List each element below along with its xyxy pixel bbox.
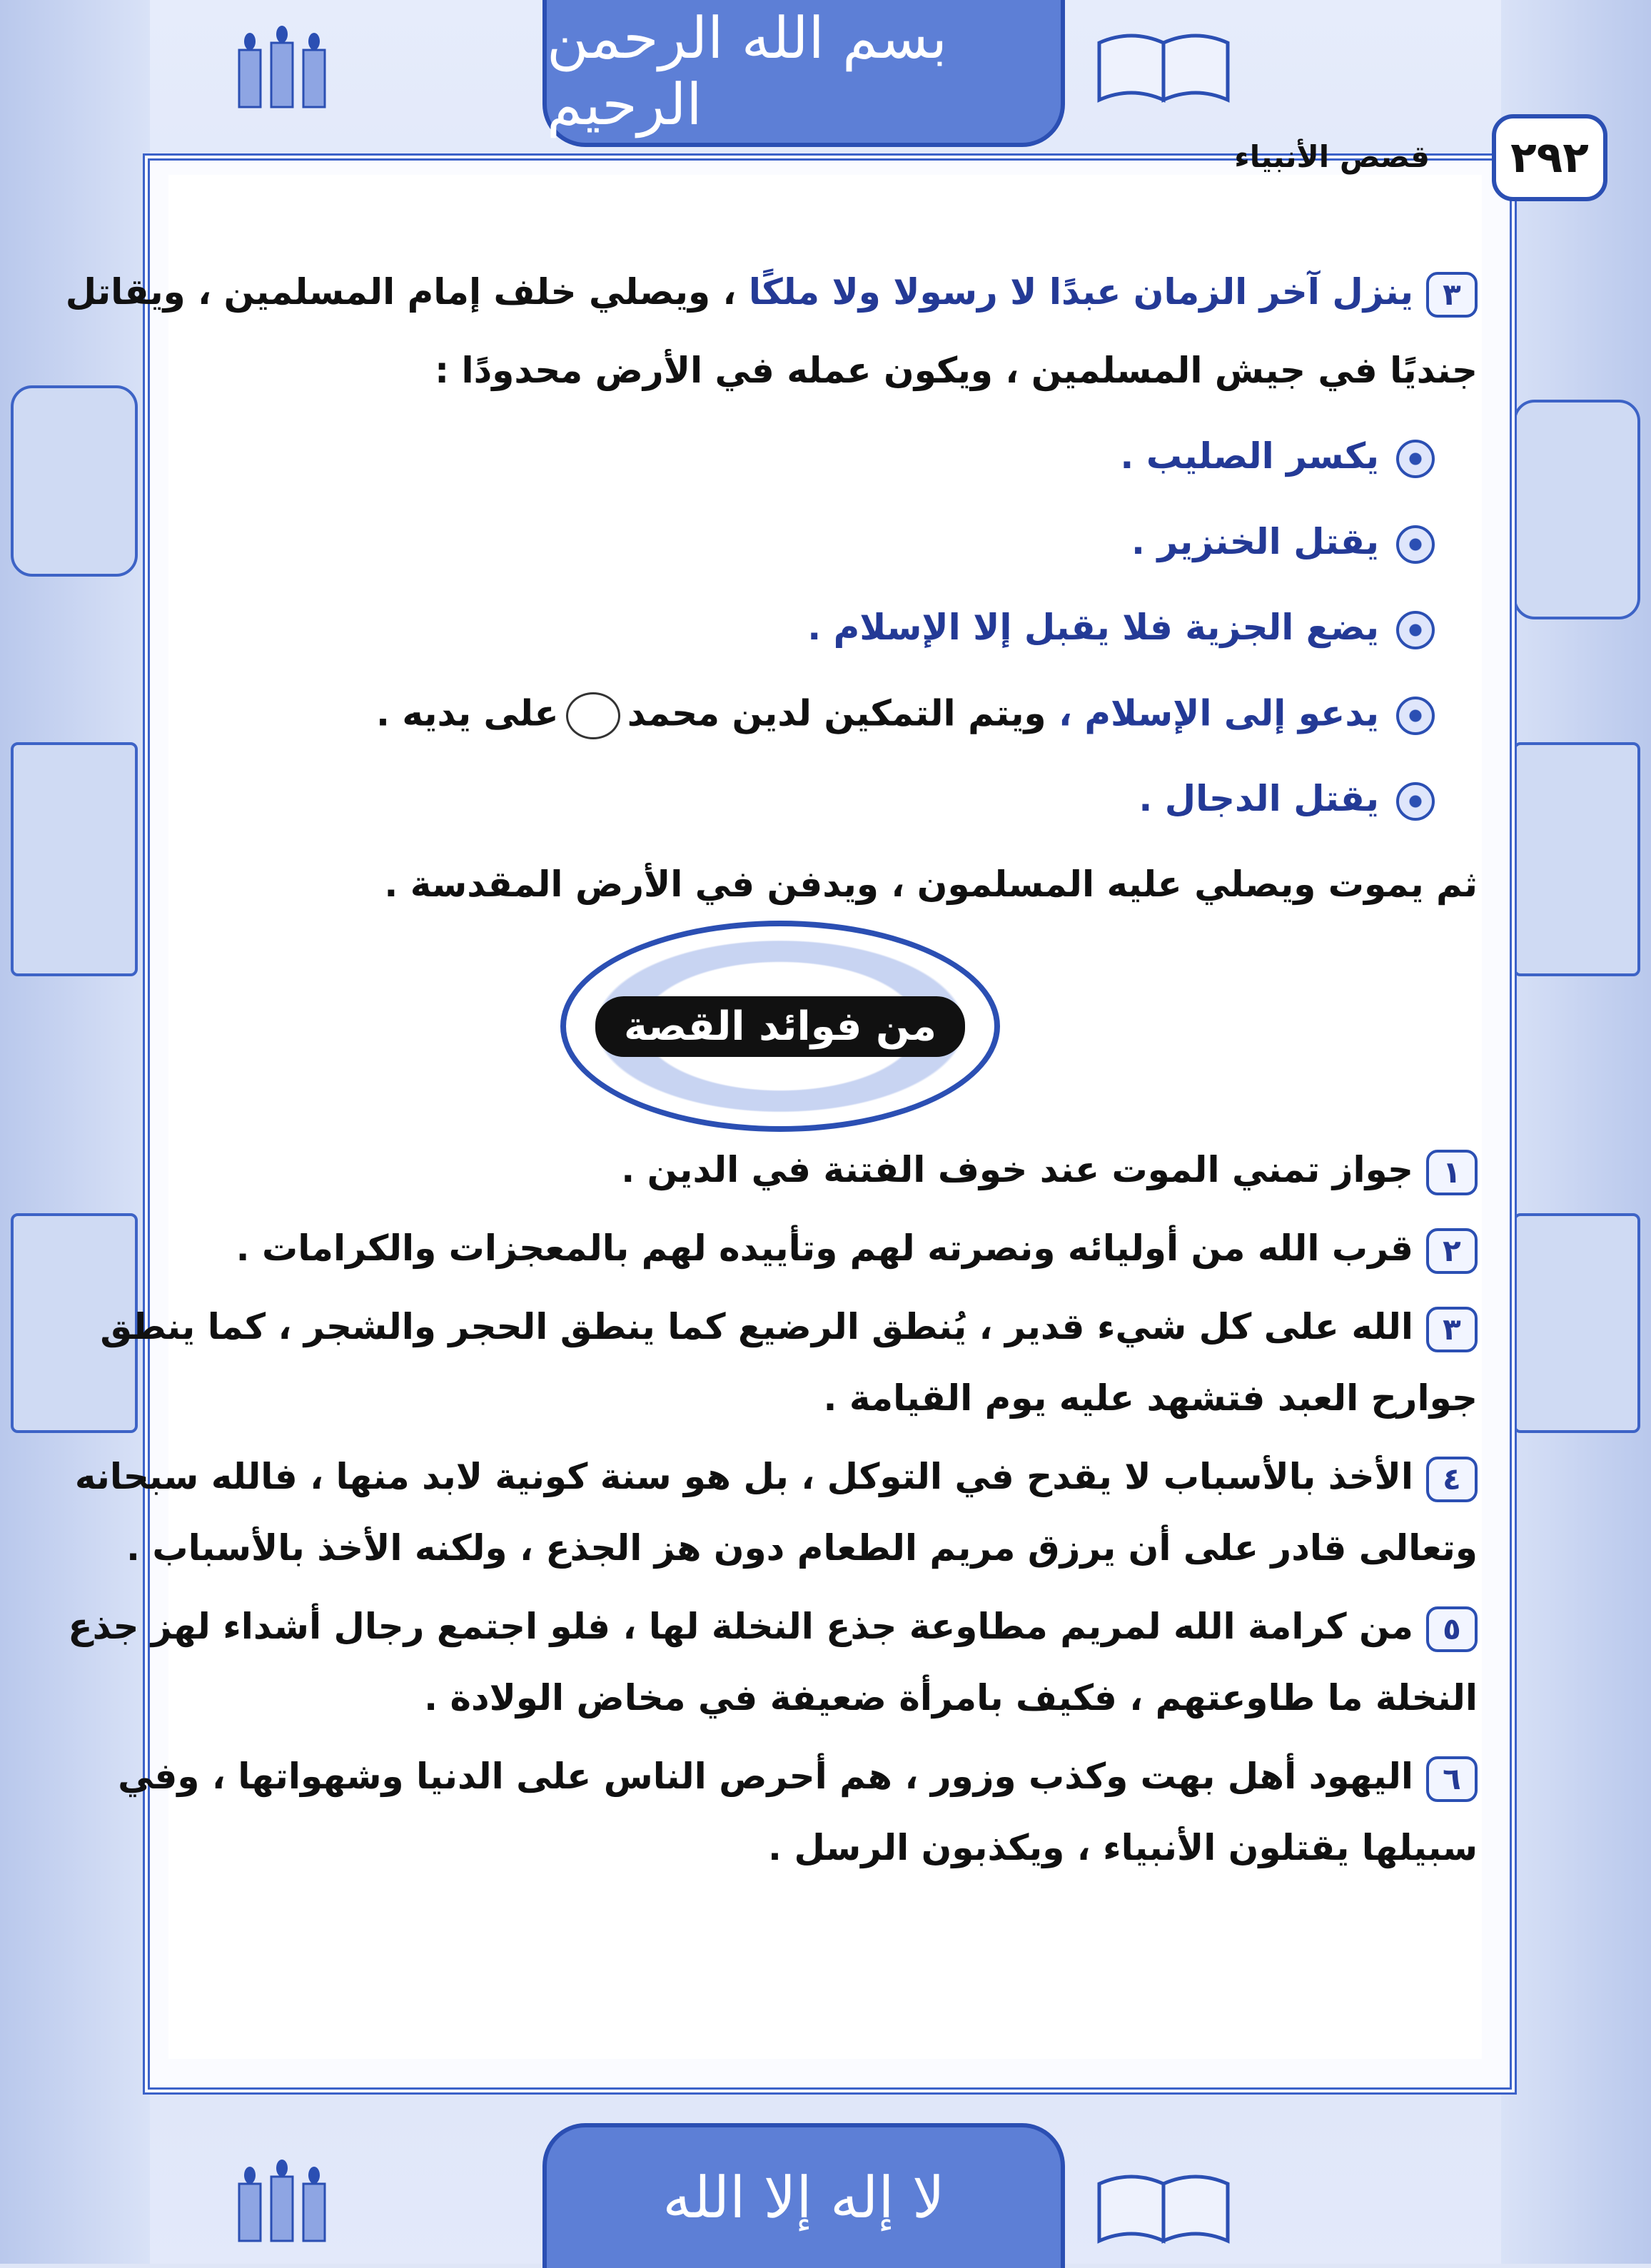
- benefit-item: [621, 1149, 1478, 1195]
- bottom-cartouche: [542, 2123, 1065, 2268]
- item-number-badge: ٥: [1426, 1606, 1478, 1652]
- candles-icon-bottom: [228, 2148, 335, 2248]
- left-border: [0, 0, 150, 2264]
- closing-line: ثم يموت ويصلي عليه المسلمون ، ويدفن في الأرض المقدسة .: [384, 864, 1478, 905]
- candles-icon: [228, 14, 335, 114]
- bullet-text: يقتل الدجال .: [1138, 778, 1379, 819]
- right-ornament-panel: [1513, 400, 1640, 619]
- right-border: [1501, 0, 1651, 2264]
- bullet-text: يقتل الخنزير .: [1131, 521, 1379, 562]
- bullet-item: [1131, 521, 1435, 564]
- left-ornament-panel: [11, 385, 138, 577]
- right-calligraphy-panel: [1513, 742, 1640, 976]
- bullet-text-end: على يديه .: [375, 692, 559, 734]
- item-number-badge: ١: [1426, 1150, 1478, 1195]
- item-number-badge: ٤: [1426, 1457, 1478, 1502]
- bullet-text: يكسر الصليب .: [1120, 435, 1379, 477]
- item-number-badge: ٣: [1426, 272, 1478, 318]
- benefit-text: الله على كل شيء قدير ، يُنطق الرضيع كما ينطق الحجر والشجر ، كما ينطق: [100, 1306, 1413, 1347]
- intro-highlight: ينزل آخر الزمان عبدًا لا رسولا ولا ملكًا: [748, 271, 1413, 313]
- benefit-text: قرب الله من أوليائه ونصرته لهم وتأييده لهم بالمعجزات والكرامات .: [236, 1227, 1413, 1269]
- benefit-item: [118, 1756, 1478, 1802]
- section-heading: من فوائد القصة: [595, 996, 965, 1057]
- bullet-item: [1138, 778, 1435, 821]
- section-heading-ornament: [560, 921, 1000, 1132]
- flower-bullet-icon: [1396, 697, 1435, 735]
- page-number: ٢٩٢: [1492, 114, 1607, 201]
- benefit-item: [68, 1606, 1478, 1652]
- intro-rest: ، ويصلي خلف إمام المسلمين ، ويقاتل: [65, 271, 737, 313]
- bullet-text-rest: ويتم التمكين لدين محمد: [627, 692, 1046, 734]
- benefit-text-continued: جوارح العبد فتشهد عليه يوم القيامة .: [823, 1377, 1478, 1419]
- benefit-text-continued: وتعالى قادر على أن يرزق مريم الطعام دون هز الجذع ، ولكنه الأخذ بالأسباب .: [126, 1527, 1478, 1569]
- benefit-text-continued: النخلة ما طاوعتهم ، فكيف بامرأة ضعيفة في مخاض الولادة .: [424, 1677, 1478, 1718]
- flower-bullet-icon: [1396, 611, 1435, 649]
- right-calligraphy-panel-2: [1513, 1213, 1640, 1433]
- open-book-icon-bottom: [1092, 2162, 1235, 2248]
- flower-bullet-icon: [1396, 782, 1435, 821]
- flower-bullet-icon: [1396, 525, 1435, 564]
- item-number-badge: ٣: [1426, 1307, 1478, 1352]
- bullet-item: [807, 607, 1435, 649]
- book-title: قصص الأنبياء: [1234, 139, 1430, 174]
- bullet-item: [376, 692, 1435, 739]
- item-number-badge: ٦: [1426, 1756, 1478, 1802]
- bullet-item: [1120, 435, 1435, 478]
- flower-bullet-icon: [1396, 440, 1435, 478]
- benefit-item: [236, 1227, 1478, 1274]
- benefit-text: من كرامة الله لمريم مطاوعة جذع النخلة لها ، فلو اجتمع رجال أشداء لهز جذع: [68, 1606, 1413, 1647]
- benefit-item: [75, 1456, 1478, 1502]
- benefit-text: الأخذ بالأسباب لا يقدح في التوكل ، بل هو سنة كونية لابد منها ، فالله سبحانه: [74, 1456, 1413, 1497]
- item-number-badge: ٢: [1426, 1228, 1478, 1274]
- benefit-text: جواز تمني الموت عند خوف الفتنة في الدين .: [621, 1149, 1413, 1190]
- intro-line-2: جنديًا في جيش المسلمين ، ويكون عمله في الأرض محدودًا :: [435, 350, 1478, 391]
- benefit-text-continued: سبيلها يقتلون الأنبياء ، ويكذبون الرسل .: [768, 1827, 1478, 1868]
- left-calligraphy-panel: [11, 742, 138, 976]
- salawat-seal-icon: [566, 692, 620, 739]
- bullet-text: يضع الجزية فلا يقبل إلا الإسلام .: [807, 607, 1379, 648]
- open-book-icon: [1092, 21, 1235, 107]
- benefit-text: اليهود أهل بهت وكذب وزور ، هم أحرص الناس على الدنيا وشهواتها ، وفي: [118, 1756, 1413, 1797]
- bullet-text: يدعو إلى الإسلام ،: [1058, 692, 1379, 734]
- intro-line-1: [66, 271, 1478, 318]
- benefit-item: [100, 1306, 1478, 1352]
- bottom-calligraphy: لا إله إلا الله: [662, 2165, 945, 2231]
- top-calligraphy: بسم الله الرحمن الرحيم: [547, 5, 948, 138]
- top-cartouche: [542, 0, 1065, 147]
